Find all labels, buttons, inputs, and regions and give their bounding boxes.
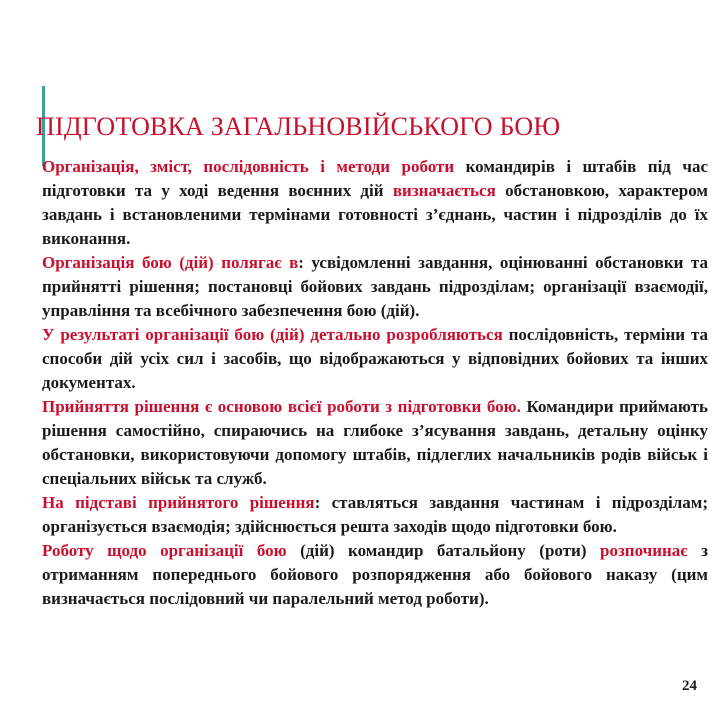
paragraph-text: обстановкою, характером завдань і встановленими термінами готовності з’єднань, частин і підрозділів до їх виконання. [42,181,708,248]
page-number: 24 [682,678,697,694]
paragraph-basis [42,491,708,539]
paragraph-highlight: Організація, зміст, послідовність і методи роботи [42,157,455,176]
paragraph-text: командирів і штабів під час підготовки та у ході ведення воєнних дій [42,157,708,200]
paragraph-highlight: Прийняття рішення є основою всієї роботи з підготовки бою. [42,397,521,416]
paragraph-battle-organization [42,251,708,323]
paragraph-result [42,323,708,395]
paragraph-highlight: У результаті організації бою (дій) детально розробляються [42,325,503,344]
paragraph-organization [42,155,708,251]
paragraph-work-start [42,539,708,611]
paragraph-highlight: розпочинає [599,541,688,560]
paragraph-highlight: Організація бою (дій) полягає в [42,253,299,272]
slide-title: ПІДГОТОВКА ЗАГАЛЬНОВІЙСЬКОГО БОЮ [36,112,561,141]
paragraph-text: з отриманням попереднього бойового розпорядження або бойового наказу (цим визначається послідовний чи паралельний метод роботи). [42,541,708,608]
paragraph-highlight: На підставі прийнятого рішення [42,493,315,512]
paragraph-text: : ставляться завдання частинам і підрозділам; організується взаємодія; здійснюється решта заходів щодо підготовки бою. [42,493,709,536]
paragraph-text: (дій) командир батальйону (роти) [286,541,600,560]
slide-body [42,155,708,611]
paragraph-text: Командири приймають рішення самостійно, спираючись на глибоке з’ясування завдань, детальну оцінку обстановки, використовуючи допомогу штабів, підлеглих начальників родів військ і спеціальних військ та служб. [42,397,708,488]
paragraph-highlight: визначається [392,181,496,200]
paragraph-highlight: Роботу щодо організації бою [42,541,287,560]
paragraph-text: послідовність, терміни та способи дій усіх сил і засобів, що відображаються у відповідних бойових та інших документах. [42,325,708,392]
paragraph-decision [42,395,708,491]
paragraph-text: : усвідомленні завдання, оцінюванні обстановки та прийнятті рішення; постановці бойових завдань підрозділам; організації взаємодії, управління та всебічного забезпечення бою (дій). [42,253,708,320]
